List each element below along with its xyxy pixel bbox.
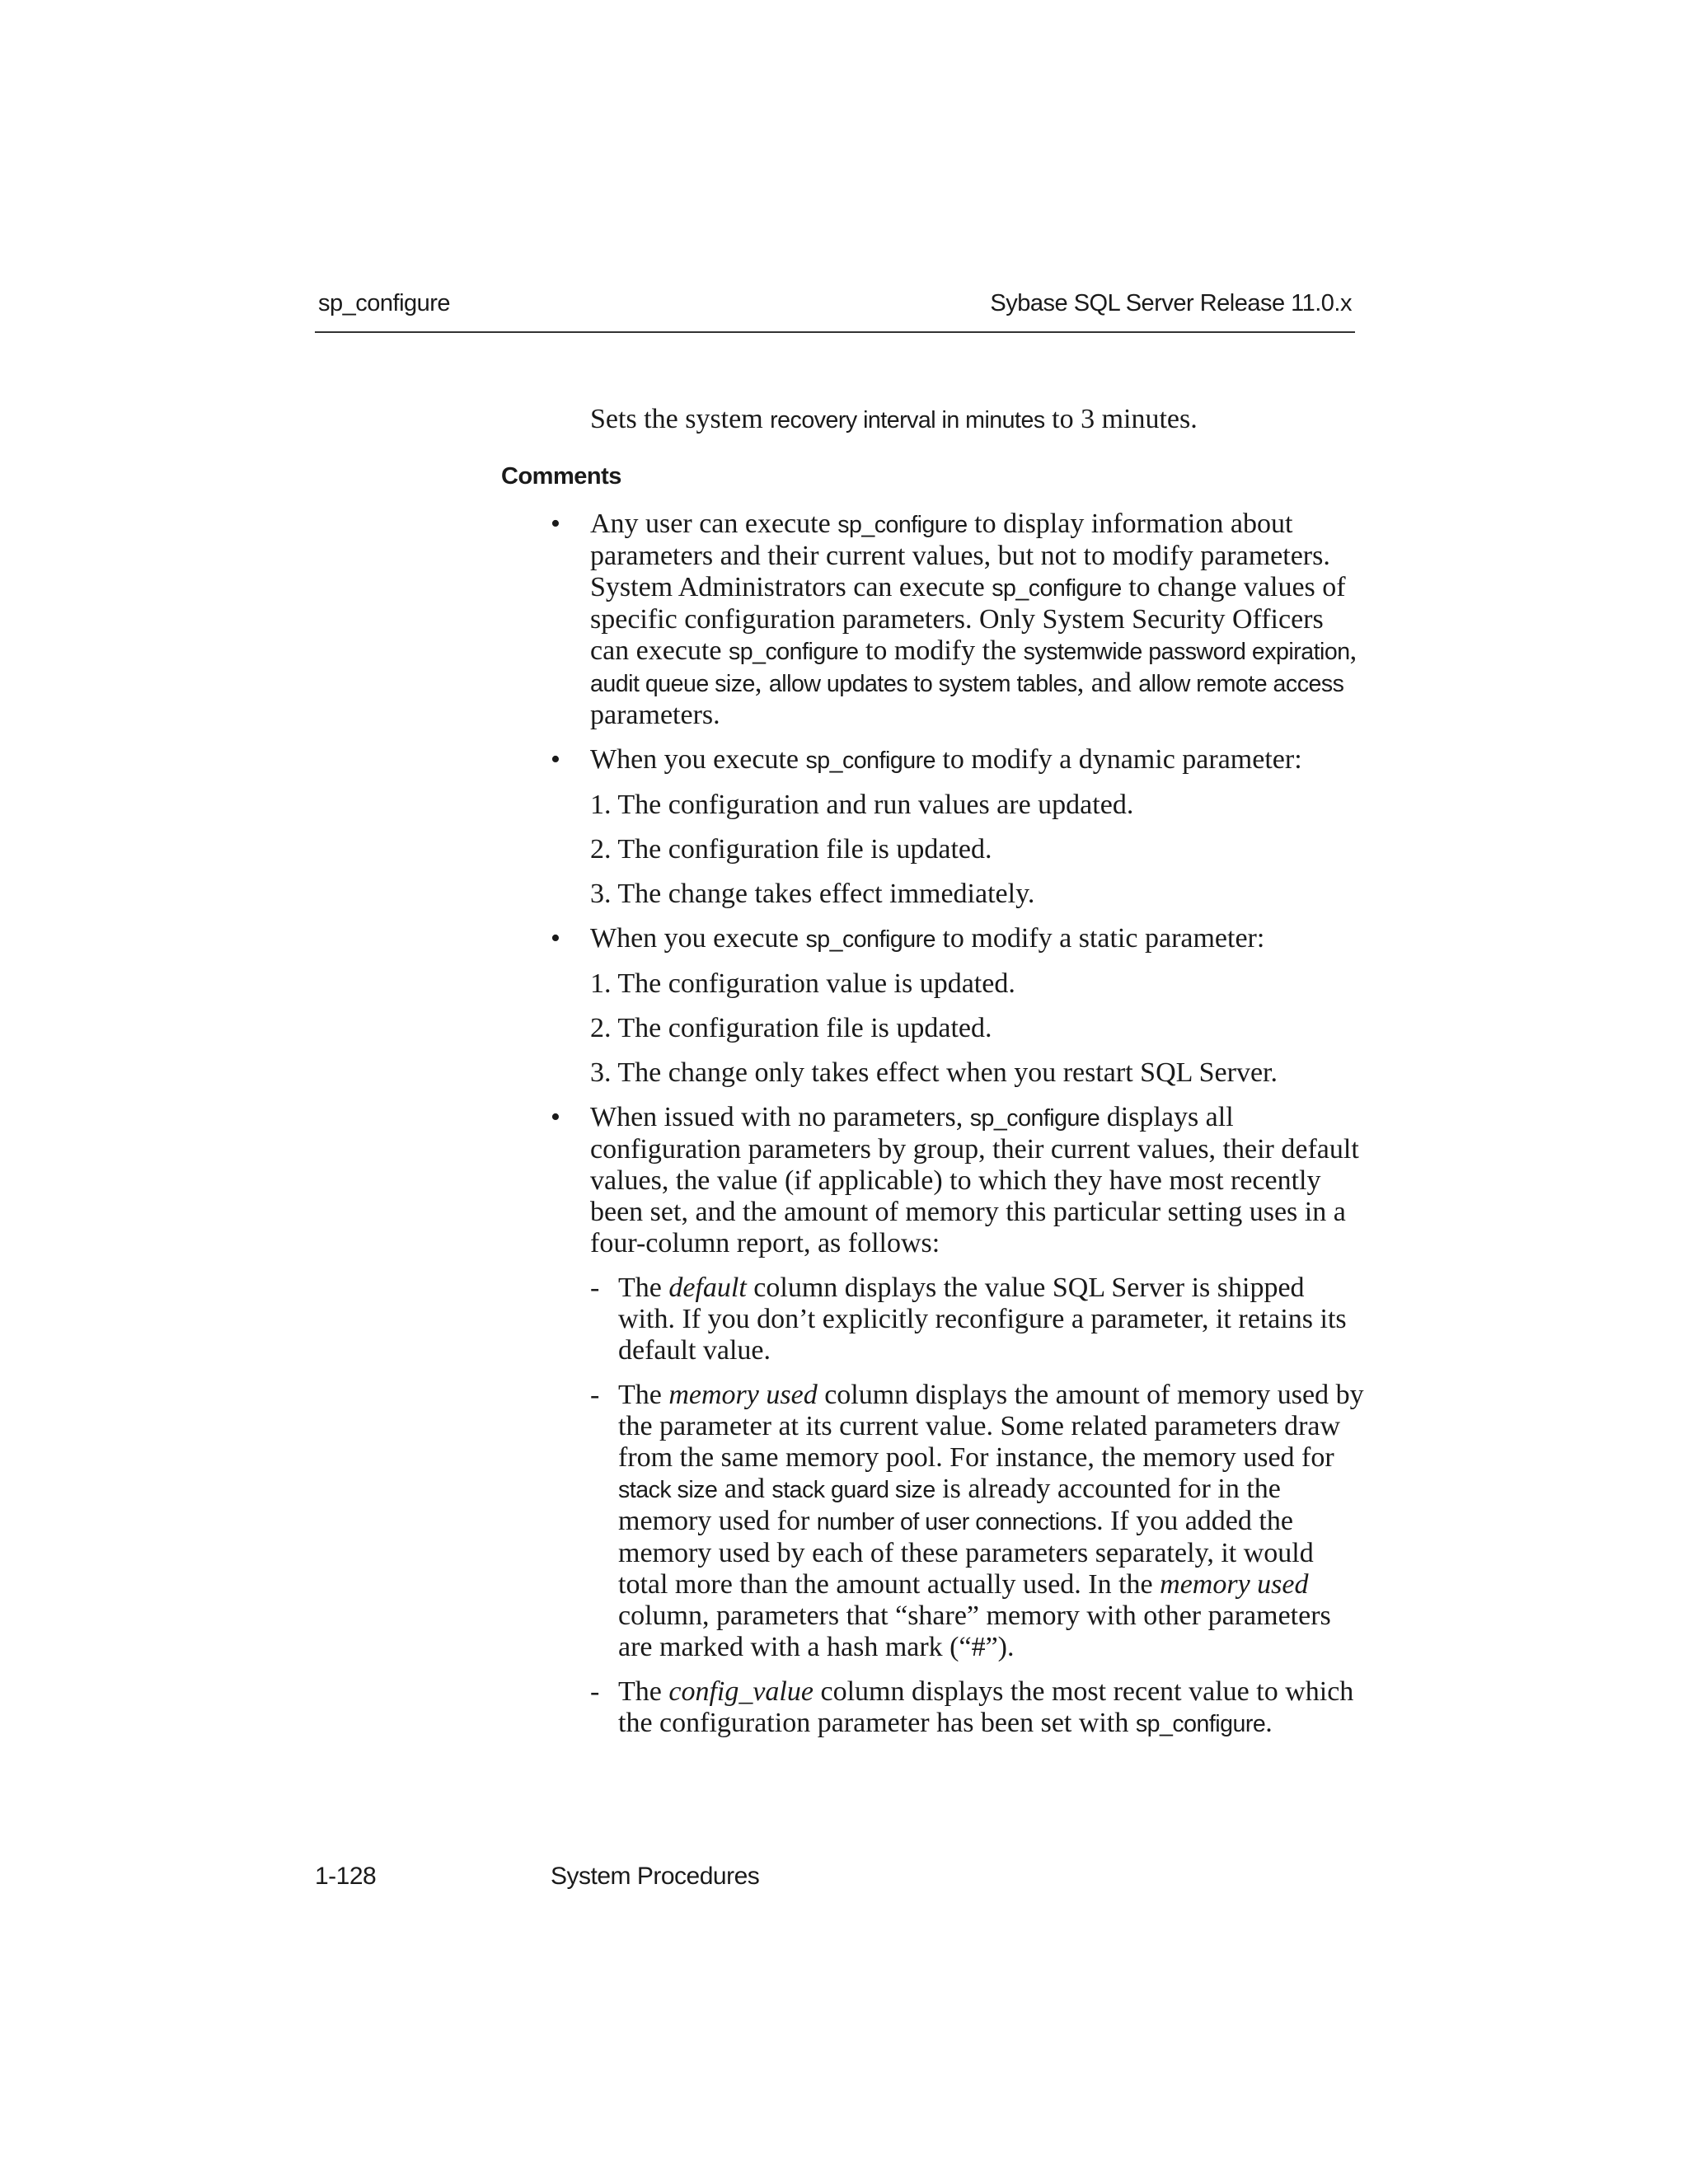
footer-section-title: System Procedures xyxy=(551,1863,760,1890)
text-run: When you execute xyxy=(590,744,806,775)
text-run: column, parameters that “share” memory with other parameters are marked with a hash mark (“#”). xyxy=(618,1601,1331,1662)
dash-text xyxy=(618,1272,1365,1366)
text-run: column displays the most recent value to which the configuration parameter has been set with xyxy=(618,1676,1354,1738)
comment-bullet-permissions xyxy=(551,509,1365,731)
header-procedure-name: sp_configure xyxy=(318,290,451,316)
parameter-name: stack size xyxy=(618,1477,718,1503)
parameter-name: audit queue size xyxy=(590,671,755,697)
text-run: , and xyxy=(1076,668,1139,698)
text-run: to modify a dynamic parameter: xyxy=(935,744,1302,775)
text-run: displays all configuration parameters by group, their current values, their default values, the value (if applicable) to which they have most recently been set, and the amount of memory this particular setting uses in a four-column report, as follows: xyxy=(590,1102,1359,1258)
column-description-default xyxy=(590,1272,1365,1366)
comment-bullet-dynamic xyxy=(551,744,1365,776)
procedure-name: sp_configure xyxy=(805,926,935,953)
parameter-name: recovery interval in minutes xyxy=(770,407,1045,434)
text-run: to display information about parameters and their current values, but not to modify parameters. System Administrators can execute xyxy=(590,509,1330,602)
bullet-mark: • xyxy=(551,744,560,775)
running-header xyxy=(315,290,1355,333)
bullet-text xyxy=(590,509,1365,731)
text-run: column displays the amount of memory used by the parameter at its current value. Some related parameters draw from the same memory pool. For instance, the memory used for xyxy=(618,1380,1364,1473)
procedure-name: sp_configure xyxy=(1135,1711,1266,1737)
procedure-name: sp_configure xyxy=(729,639,859,665)
step-item: 2. The configuration file is updated. xyxy=(590,834,992,865)
parameter-name: number of user connections xyxy=(816,1509,1097,1535)
bullet-text xyxy=(590,923,1365,955)
column-name: memory used xyxy=(1160,1569,1309,1600)
parameter-name: allow remote access xyxy=(1138,671,1344,697)
bullet-text xyxy=(590,744,1365,776)
text-run: parameters. xyxy=(590,700,720,730)
dash-mark: - xyxy=(590,1380,600,1410)
text-run: . xyxy=(1265,1708,1273,1738)
bullet-mark: • xyxy=(551,923,560,954)
text-run: to modify a static parameter: xyxy=(935,923,1265,954)
comment-bullet-no-parameters xyxy=(551,1102,1365,1259)
dash-mark: - xyxy=(590,1676,600,1707)
header-product-release: Sybase SQL Server Release 11.0.x xyxy=(990,290,1352,316)
procedure-name: sp_configure xyxy=(992,575,1122,602)
comment-bullet-static xyxy=(551,923,1365,955)
procedure-name: sp_configure xyxy=(837,512,968,538)
parameter-name: stack guard size xyxy=(771,1477,935,1503)
text-run: When you execute xyxy=(590,923,806,954)
bullet-mark: • xyxy=(551,1102,560,1132)
procedure-name: sp_configure xyxy=(969,1105,1100,1132)
bullet-mark: • xyxy=(551,509,560,539)
text-run: to modify the xyxy=(858,635,1024,666)
text-run: and xyxy=(717,1474,772,1504)
page-number: 1-128 xyxy=(315,1863,377,1890)
text-run: The xyxy=(618,1380,669,1410)
text-run: is already accounted for in the memory used for xyxy=(618,1474,1281,1536)
text-run: to change values of specific configuration parameters. Only System Security Officers can execute xyxy=(590,572,1346,666)
column-name: default xyxy=(668,1272,747,1303)
text-run: to 3 minutes. xyxy=(1044,404,1198,434)
procedure-name: sp_configure xyxy=(805,748,935,774)
step-item: 3. The change only takes effect when you restart SQL Server. xyxy=(590,1057,1278,1088)
text-run: column displays the value SQL Server is shipped with. If you don’t explicitly reconfigure a parameter, it retains its default value. xyxy=(618,1272,1347,1366)
text-run: The xyxy=(618,1272,669,1303)
text-run: Any user can execute xyxy=(590,509,838,539)
parameter-name: systemwide password expiration xyxy=(1023,639,1350,665)
text-run: , xyxy=(1349,635,1357,666)
comments-heading: Comments xyxy=(501,463,621,490)
text-run: When issued with no parameters, xyxy=(590,1102,970,1132)
text-run: , xyxy=(754,668,769,698)
text-run: The xyxy=(618,1676,669,1707)
example-description xyxy=(590,404,1365,436)
dash-text xyxy=(618,1676,1365,1740)
step-item: 1. The configuration and run values are updated. xyxy=(590,790,1134,820)
dash-mark: - xyxy=(590,1272,600,1303)
step-item: 2. The configuration file is updated. xyxy=(590,1013,992,1043)
column-description-config-value xyxy=(590,1676,1365,1740)
parameter-name: allow updates to system tables xyxy=(768,671,1077,697)
text-run: Sets the system xyxy=(590,404,771,434)
text-run: . If you added the memory used by each of these parameters separately, it would total more than the amount actually used. In the xyxy=(618,1506,1314,1600)
column-name: config_value xyxy=(668,1676,814,1707)
page-body xyxy=(501,404,1365,1753)
column-description-memory-used xyxy=(590,1380,1365,1663)
bullet-text xyxy=(590,1102,1365,1259)
step-item: 3. The change takes effect immediately. xyxy=(590,879,1035,909)
column-name: memory used xyxy=(668,1380,818,1410)
step-item: 1. The configuration value is updated. xyxy=(590,968,1015,999)
dash-text xyxy=(618,1380,1365,1663)
